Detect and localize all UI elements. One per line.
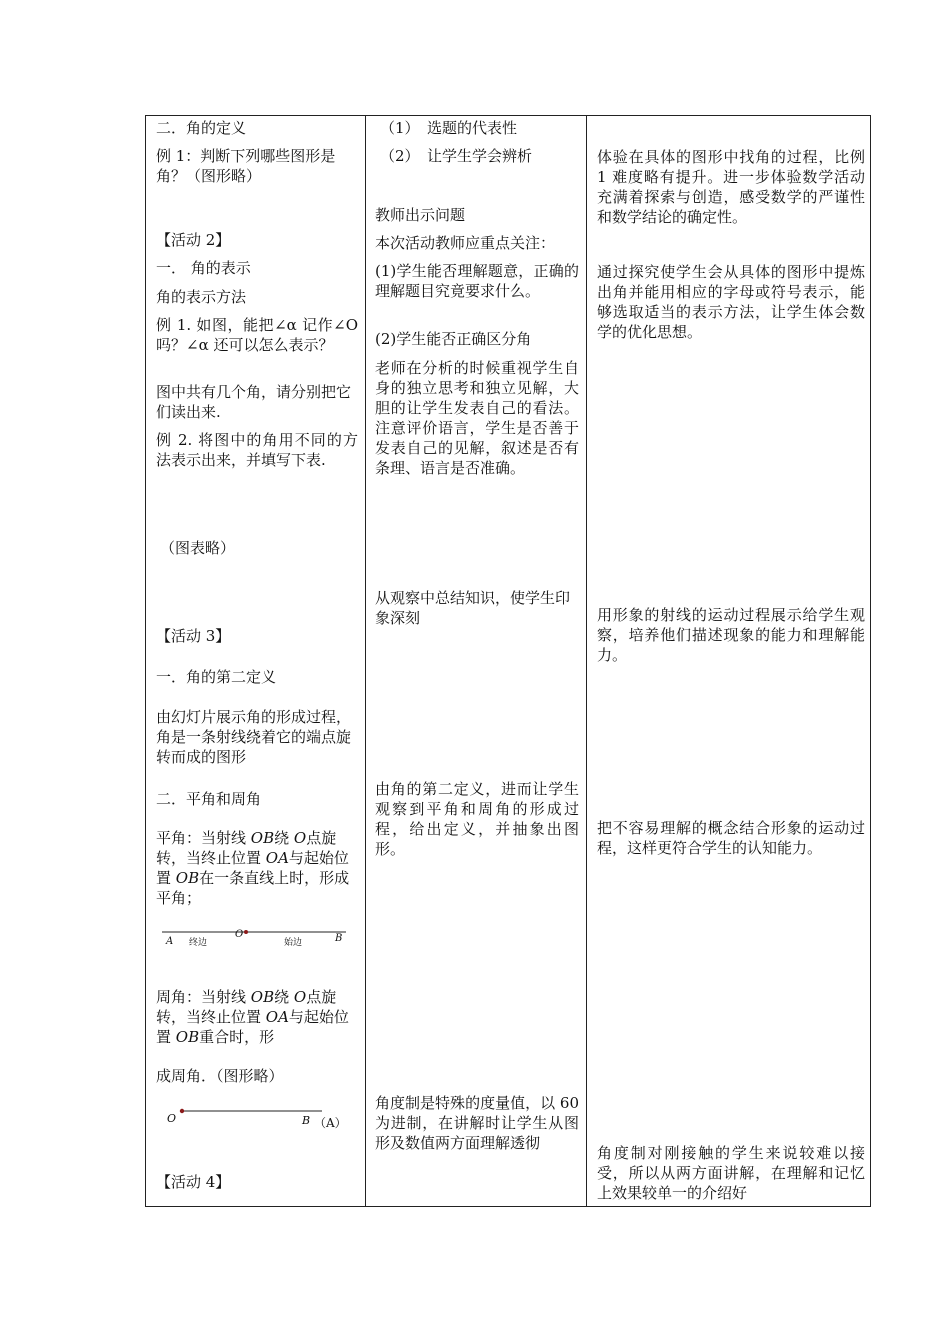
design-item-1: （1） 选题的代表性 [380,119,518,137]
count-angles-question: 图中共有几个角，请分别把它们读出来. [156,383,352,421]
second-definition-note: 由角的第二定义，进而让学生观察到平角和周角的形成过程，给出定义，并抽象出图形。 [375,780,579,858]
angle-definition-heading: 二．角的定义 [156,119,247,137]
design-intent-1: 体验在具体的图形中找角的过程，比例 1 难度略有提升。进一步体验数学活动充满着探索与创造，感受数学的严谨性和数学结论的确定性。 [597,148,865,226]
focus-point-1: (1)学生能否理解题意，正确的理解题目究竟要求什么。 [375,262,579,300]
label-O: O [235,929,244,940]
second-definition-heading: 一．角的第二定义 [156,668,277,686]
representation-methods: 角的表示方法 [156,288,247,306]
angle-representation-heading: 一． 角的表示 [156,259,251,277]
straight-full-angle-heading: 二．平角和周角 [156,790,262,808]
degree-system-note: 角度制是特殊的度量值，以 60 为进制，在讲解时让学生从图形及数值两方面理解透彻 [375,1094,579,1152]
activity-4-heading: 【活动 4】 [156,1173,231,1191]
full-angle-figure-omitted: 成周角．（图形略） [156,1067,284,1085]
column-divider [586,115,587,1207]
teacher-focus: 本次活动教师应重点关注： [375,234,556,252]
activity-2-heading: 【活动 2】 [156,231,231,249]
label-A: A [166,936,174,947]
label-B: B [302,1114,311,1127]
vertex-point [244,930,248,934]
vertex-point [180,1109,184,1113]
focus-point-2: (2)学生能否正确区分角 [375,330,532,348]
label-O: O [167,1112,177,1125]
label-terminal-side: 终边 [189,938,208,948]
label-initial-side: 始边 [284,938,303,948]
label-B: B [335,933,343,944]
straight-angle-figure [158,924,350,950]
straight-angle-definition: 平角：当射线 OB绕 O点旋转，当终止位置 OA与起始位置 OB在一条直线上时，形成平角； [156,829,350,907]
activity-3-heading: 【活动 3】 [156,627,231,645]
example-1: 例 1：判断下列哪些图形是角？（图形略） [156,147,336,185]
representation-example-2: 例 2. 将图中的角用不同的方法表示出来，并填写下表. [156,431,358,469]
design-item-2: （2） 让学生学会辨析 [380,147,533,165]
design-intent-5: 角度制对刚接触的学生来说较难以接受，所以从两方面讲解，在理解和记忆上效果较单一的介绍好 [597,1144,865,1202]
observation-note: 从观察中总结知识，使学生印象深刻 [375,589,571,627]
chart-omitted-note: （图表略） [160,539,236,557]
full-angle-definition: 周角：当射线 OB绕 O点旋转，当终止位置 OA与起始位置 OB重合时，形 [156,988,349,1046]
label-A: （A） [314,1116,347,1130]
representation-example-1: 例 1. 如图，能把∠α 记作∠O 吗？∠α 还可以怎么表示？ [156,316,358,354]
teacher-analysis-note: 老师在分析的时候重视学生自身的独立思考和独立见解，大胆的让学生发表自己的看法。注意评价语言，学生是否善于发表自己的见解，叙述是否有条理、语言是否准确。 [375,359,579,477]
design-intent-3: 用形象的射线的运动过程展示给学生观察，培养他们描述现象的能力和理解能力。 [597,606,865,664]
second-definition-text: 由幻灯片展示角的形成过程，角是一条射线绕着它的端点旋转而成的图形 [156,708,352,766]
column-divider [365,115,366,1207]
design-intent-4: 把不容易理解的概念结合形象的运动过程，这样更符合学生的认知能力。 [597,819,865,857]
design-intent-2: 通过探究使学生会从具体的图形中提炼出角并能用相应的字母或符号表示，能够选取适当的表示方法，让学生体会数学的优化思想。 [597,263,865,341]
teacher-question: 教师出示问题 [375,206,466,224]
